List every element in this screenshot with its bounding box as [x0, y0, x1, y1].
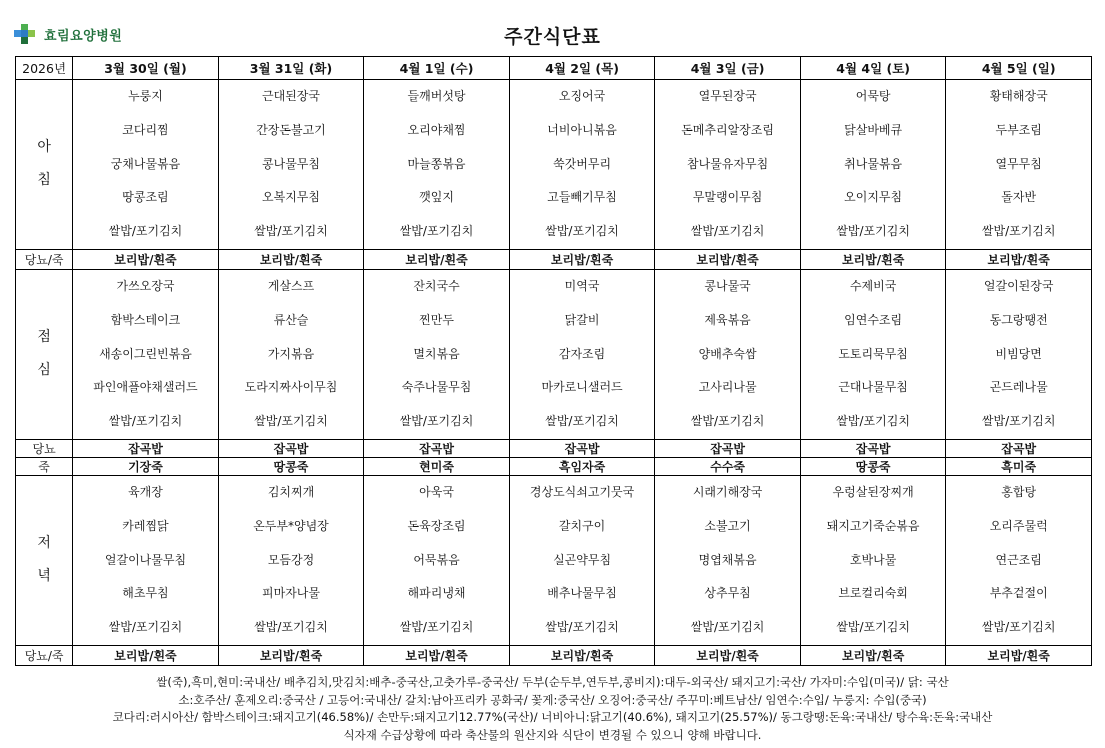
- lunch-label-char: 점: [37, 329, 51, 346]
- menu-item: 콩나물국: [704, 278, 751, 293]
- special-cell: 보리밥/흰죽: [73, 645, 219, 665]
- dinner-row: [16, 475, 1092, 645]
- special-cell: 땅콩죽: [800, 457, 946, 475]
- origin-notice: [0, 674, 1105, 744]
- menu-cell: [364, 475, 510, 645]
- special-cell: 보리밥/흰죽: [364, 249, 510, 269]
- breakfast-row: [16, 80, 1092, 250]
- menu-cell: [655, 269, 801, 439]
- menu-item: 마늘쫑볶음: [407, 156, 466, 171]
- menu-cell: [655, 80, 801, 250]
- lunch-row: [16, 269, 1092, 439]
- menu-item: 쌀밥/포기김치: [836, 414, 910, 429]
- hospital-name: 효림요양병원: [44, 28, 123, 44]
- special-cell: 보리밥/흰죽: [218, 645, 364, 665]
- menu-item: 쌀밥/포기김치: [399, 414, 474, 429]
- menu-item: 쌀밥/포기김치: [690, 620, 765, 635]
- menu-item: 게살스프: [267, 278, 315, 293]
- menu-item: 얼갈이나물무침: [104, 552, 187, 567]
- menu-item: 오복지무침: [262, 190, 320, 205]
- day-header-row: [16, 57, 1092, 80]
- lunch-porridge-row: [16, 457, 1092, 475]
- menu-item: 함박스테이크: [110, 312, 181, 327]
- diabetic-porridge-label: 당뇨/죽: [16, 645, 73, 665]
- day-header: 4월 3일 (금): [655, 57, 801, 80]
- menu-item: 잔치국수: [413, 278, 460, 293]
- menu-cell: [946, 269, 1092, 439]
- special-cell: 기장죽: [73, 457, 219, 475]
- day-header: 4월 2일 (목): [509, 57, 655, 80]
- special-cell: 보리밥/흰죽: [509, 645, 655, 665]
- menu-item: 쌀밥/포기김치: [254, 414, 328, 429]
- weekly-menu-table: [15, 56, 1092, 666]
- menu-item: 류산슬: [273, 312, 309, 327]
- menu-cell: [509, 475, 655, 645]
- menu-item: 제육볶음: [704, 312, 751, 327]
- menu-item: 시래기해장국: [692, 484, 763, 499]
- menu-cell: [800, 269, 946, 439]
- day-header: 3월 30일 (월): [73, 57, 219, 80]
- menu-item: 돈메추리알장조림: [681, 122, 774, 137]
- menu-item: 어묵볶음: [413, 552, 460, 567]
- menu-item: 쌀밥/포기김치: [545, 224, 619, 239]
- menu-item: 가지볶음: [267, 346, 315, 361]
- origin-notice-line: 코다리:러시아산/ 함박스테이크:돼지고기(46.58%)/ 손만두:돼지고기12.77%(국산)/ 너비아니:닭고기(40.6%), 돼지고기(25.57%)/ 동그랑땡:돈육:국내산/ 탕수육:돈육:국내산: [112, 710, 993, 724]
- menu-item: 가쓰오장국: [116, 278, 175, 293]
- menu-item: 파인애플야채샐러드: [93, 380, 198, 395]
- menu-item: 쌀밥/포기김치: [108, 620, 183, 635]
- menu-item: 쌀밥/포기김치: [981, 224, 1056, 239]
- menu-item: 해초무침: [122, 586, 169, 601]
- menu-item: 쑥갓버무리: [553, 156, 612, 171]
- menu-item: 쌀밥/포기김치: [108, 414, 183, 429]
- menu-item: 누룽지: [128, 89, 163, 103]
- menu-cell: [509, 80, 655, 250]
- menu-item: 코다리찜: [122, 122, 169, 137]
- special-cell: 수수죽: [655, 457, 801, 475]
- special-cell: 잡곡밥: [946, 439, 1092, 457]
- day-header: 4월 4일 (토): [800, 57, 946, 80]
- menu-item: 쌀밥/포기김치: [690, 414, 765, 429]
- menu-item: 두부조림: [995, 122, 1042, 137]
- menu-item: 연근조림: [995, 552, 1042, 567]
- menu-item: 열무무침: [995, 156, 1042, 171]
- menu-cell: [73, 269, 219, 439]
- special-cell: 흑임자죽: [509, 457, 655, 475]
- menu-item: 카레찜닭: [122, 518, 169, 533]
- origin-notice-line: 쌀(죽),흑미,현미:국내산/ 배추김치,맛김치:배추-중국산,고춧가루-중국산/ 두부(순두부,연두부,콩비지):대두-외국산/ 돼지고기:국산/ 가자미:수입(미국)/ 닭: 국산: [156, 675, 949, 689]
- menu-item: 양배추숙쌈: [698, 346, 757, 361]
- lunch-label: [16, 269, 73, 439]
- dinner-label: [16, 475, 73, 645]
- special-cell: 잡곡밥: [509, 439, 655, 457]
- special-cell: 보리밥/흰죽: [655, 249, 801, 269]
- menu-item: 쌀밥/포기김치: [399, 224, 474, 239]
- menu-cell: [218, 475, 364, 645]
- menu-cell: [364, 269, 510, 439]
- menu-item: 쌀밥/포기김치: [108, 224, 183, 239]
- special-cell: 보리밥/흰죽: [73, 249, 219, 269]
- menu-item: 갈치구이: [558, 518, 606, 533]
- menu-item: 숙주나물무침: [401, 380, 472, 395]
- menu-item: 너비아니볶음: [547, 122, 617, 137]
- menu-item: 멸치볶음: [413, 346, 460, 361]
- menu-item: 닭갈비: [564, 312, 600, 327]
- dinner-label-char: 녁: [37, 568, 51, 585]
- menu-item: 수제비국: [849, 278, 897, 293]
- menu-item: 쌀밥/포기김치: [690, 224, 765, 239]
- menu-item: 곤드레나물: [989, 380, 1048, 395]
- menu-item: 황태해장국: [989, 89, 1048, 103]
- year-label: 2026년: [16, 57, 73, 80]
- menu-item: 고들빼기무침: [547, 190, 617, 205]
- menu-item: 얼갈이된장국: [983, 278, 1054, 293]
- special-cell: 현미죽: [364, 457, 510, 475]
- menu-item: 오이지무침: [844, 190, 903, 205]
- menu-item: 돌자반: [1001, 190, 1037, 205]
- menu-item: 감자조림: [558, 346, 606, 361]
- menu-cell: [509, 269, 655, 439]
- day-header: 3월 31일 (화): [218, 57, 364, 80]
- menu-item: 어묵탕: [855, 89, 891, 103]
- menu-item: 돼지고기죽순볶음: [826, 518, 920, 533]
- menu-item: 쌀밥/포기김치: [981, 414, 1056, 429]
- special-cell: 땅콩죽: [218, 457, 364, 475]
- menu-item: 쌀밥/포기김치: [545, 414, 619, 429]
- menu-item: 도라지짜사이무침: [244, 380, 338, 395]
- special-cell: 보리밥/흰죽: [509, 249, 655, 269]
- menu-item: 김치찌개: [267, 484, 315, 499]
- breakfast-label-char: 아: [37, 139, 51, 156]
- special-cell: 잡곡밥: [364, 439, 510, 457]
- menu-item: 닭살바베큐: [844, 122, 903, 137]
- menu-cell: [73, 475, 219, 645]
- special-cell: 잡곡밥: [800, 439, 946, 457]
- menu-item: 해파리냉채: [407, 586, 466, 601]
- dinner-special-row: [16, 645, 1092, 665]
- diabetic-porridge-label: 당뇨/죽: [16, 249, 73, 269]
- menu-cell: [73, 80, 219, 250]
- menu-item: 비빔당면: [995, 346, 1042, 361]
- day-header: 4월 1일 (수): [364, 57, 510, 80]
- menu-item: 쌀밥/포기김치: [836, 620, 910, 635]
- special-cell: 보리밥/흰죽: [655, 645, 801, 665]
- menu-item: 미역국: [564, 278, 600, 293]
- menu-cell: [800, 475, 946, 645]
- menu-item: 쌀밥/포기김치: [399, 620, 474, 635]
- menu-cell: [655, 475, 801, 645]
- menu-item: 취나물볶음: [844, 156, 903, 171]
- menu-item: 동그랑땡전: [989, 312, 1048, 327]
- special-cell: 보리밥/흰죽: [946, 645, 1092, 665]
- origin-notice-line: 식자재 수급상황에 따라 축산물의 원산지와 식단이 변경될 수 있으니 양해 바랍니다.: [343, 727, 762, 742]
- menu-item: 간장돈불고기: [256, 122, 326, 137]
- menu-item: 쌀밥/포기김치: [254, 620, 328, 635]
- special-cell: 보리밥/흰죽: [218, 249, 364, 269]
- menu-item: 쌀밥/포기김치: [836, 224, 910, 239]
- menu-item: 온두부*양념장: [253, 518, 329, 533]
- special-cell: 보리밥/흰죽: [364, 645, 510, 665]
- breakfast-special-row: [16, 249, 1092, 269]
- menu-item: 땅콩조림: [122, 190, 169, 205]
- special-cell: 흑미죽: [946, 457, 1092, 475]
- lunch-diabetic-row: [16, 439, 1092, 457]
- menu-cell: [946, 80, 1092, 250]
- menu-item: 피마자나물: [262, 586, 320, 601]
- menu-item: 육개장: [128, 484, 163, 499]
- day-header: 4월 5일 (일): [946, 57, 1092, 80]
- menu-item: 찐만두: [419, 312, 454, 327]
- menu-item: 배추나물무침: [547, 586, 617, 601]
- menu-item: 모듬강정: [267, 552, 315, 567]
- lunch-label-char: 심: [37, 362, 51, 379]
- menu-item: 돈육장조림: [407, 518, 466, 533]
- menu-item: 새송이그린빈볶음: [99, 346, 192, 361]
- menu-item: 소불고기: [704, 518, 751, 533]
- menu-item: 브로컬리숙회: [838, 586, 908, 601]
- menu-item: 마카로니샐러드: [541, 380, 623, 395]
- menu-cell: [946, 475, 1092, 645]
- menu-item: 경상도식쇠고기뭇국: [529, 484, 635, 499]
- menu-cell: [364, 80, 510, 250]
- menu-item: 근대나물무침: [838, 380, 908, 395]
- menu-item: 임연수조림: [844, 312, 903, 327]
- menu-item: 쌀밥/포기김치: [545, 620, 619, 635]
- menu-item: 오리야채찜: [407, 122, 466, 137]
- dinner-label-char: 저: [37, 535, 51, 552]
- diabetic-label: 당뇨: [16, 439, 73, 457]
- breakfast-label-char: 침: [37, 172, 51, 189]
- porridge-label: 죽: [16, 457, 73, 475]
- menu-item: 명엽채볶음: [698, 552, 757, 567]
- page-header: [0, 0, 1105, 56]
- menu-item: 콩나물무침: [262, 156, 320, 171]
- menu-item: 참나물유자무침: [687, 156, 769, 171]
- menu-item: 상추무침: [704, 586, 751, 601]
- page-title: 주간식단표: [504, 26, 601, 48]
- menu-item: 아욱국: [419, 484, 454, 499]
- breakfast-label: [16, 80, 73, 250]
- menu-item: 홍합탕: [1001, 484, 1037, 499]
- menu-item: 열무된장국: [698, 89, 757, 103]
- origin-notice-line: 소:호주산/ 훈제오리:중국산 / 고등어:국내산/ 갈치:남아프리카 공화국/ 꽃게:중국산/ 오징어:중국산/ 주꾸미:베트남산/ 임연수:수입/ 누룽지: 수입(중국): [178, 692, 927, 707]
- menu-cell: [218, 269, 364, 439]
- menu-item: 오징어국: [558, 89, 606, 103]
- menu-item: 부추겉절이: [989, 586, 1048, 601]
- menu-item: 깻잎지: [419, 190, 454, 205]
- menu-cell: [800, 80, 946, 250]
- menu-item: 고사리나물: [698, 380, 757, 395]
- special-cell: 보리밥/흰죽: [800, 249, 946, 269]
- special-cell: 보리밥/흰죽: [800, 645, 946, 665]
- menu-item: 들깨버섯탕: [407, 89, 466, 103]
- special-cell: 잡곡밥: [73, 439, 219, 457]
- menu-item: 쌀밥/포기김치: [254, 224, 328, 239]
- special-cell: 잡곡밥: [655, 439, 801, 457]
- menu-item: 호박나물: [849, 552, 897, 567]
- menu-item: 무말랭이무침: [692, 190, 763, 205]
- menu-item: 우렁살된장찌개: [832, 484, 914, 499]
- menu-cell: [218, 80, 364, 250]
- special-cell: 보리밥/흰죽: [946, 249, 1092, 269]
- menu-item: 도토리묵무침: [838, 346, 908, 361]
- special-cell: 잡곡밥: [218, 439, 364, 457]
- menu-item: 오리주물럭: [989, 518, 1048, 533]
- menu-item: 궁채나물볶음: [110, 156, 181, 171]
- menu-item: 근대된장국: [262, 89, 320, 103]
- menu-item: 쌀밥/포기김치: [981, 620, 1056, 635]
- menu-item: 실곤약무침: [553, 552, 612, 567]
